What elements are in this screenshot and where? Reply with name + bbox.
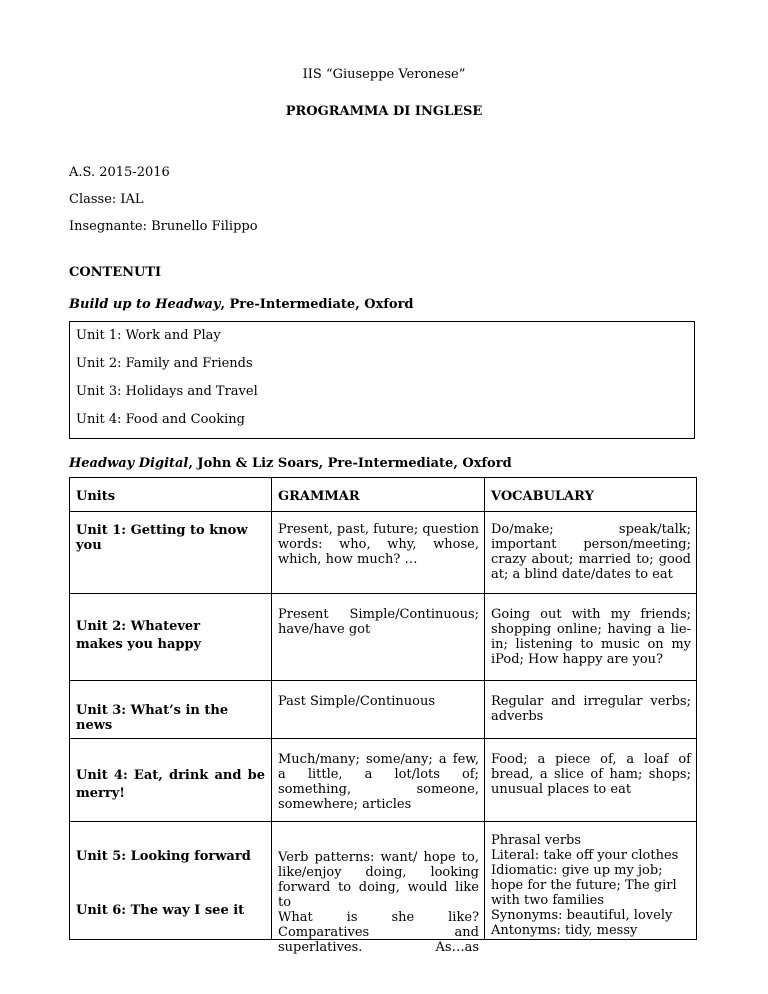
- grammar-cell: Verb patterns: want/ hope to, like/enjoy doing, looking forward to doing, would like to: [278, 850, 479, 910]
- vocabulary-cell: Going out with my friends; shopping online; having a lie-in; listening to music on my iPod; How happy are you?: [491, 607, 691, 667]
- unit-name: Unit 5: Looking forward: [76, 849, 251, 864]
- program-table: [69, 477, 697, 955]
- table-row: [70, 594, 697, 681]
- grammar-cell: Past Simple/Continuous: [278, 694, 436, 709]
- grammar-cell: Present Simple/Continuous; have/have got: [278, 607, 479, 637]
- school-name: IIS “Giuseppe Veronese”: [302, 67, 466, 82]
- school-year: A.S. 2015-2016: [69, 165, 170, 180]
- vocabulary-cell: [491, 833, 691, 908]
- unit-name: Unit 3: What’s in the news: [76, 703, 229, 733]
- class-label: Classe: IAL: [69, 192, 144, 207]
- vocabulary-cell: Regular and irregular verbs; adverbs: [491, 694, 691, 724]
- unit-name: Unit 1: Getting to know you: [76, 523, 248, 553]
- table-row: [70, 512, 697, 594]
- header-grammar: GRAMMAR: [272, 478, 485, 512]
- header-vocabulary: VOCABULARY: [485, 478, 697, 512]
- grammar-cell: Present, past, future; question words: who, why, whose, which, how much? …: [278, 522, 479, 567]
- table-header-row: [70, 478, 697, 512]
- book1-unit: Unit 2: Family and Friends: [76, 356, 253, 371]
- book2-heading: [69, 456, 512, 471]
- grammar-cell: Much/many; some/any; a few, a little, a lot/lots of; something, someone, somewhere; articles: [278, 752, 479, 812]
- vocab-line: Idiomatic: give up my job; hope for the future; The girl with two families: [491, 863, 677, 908]
- vocabulary-cell: Food; a piece of, a loaf of bread, a slice of ham; shops; unusual places to eat: [491, 752, 691, 797]
- contents-heading: CONTENUTI: [69, 265, 162, 280]
- book1-unit: Unit 3: Holidays and Travel: [76, 384, 258, 399]
- book1-details: , Pre-Intermediate, Oxford: [220, 297, 414, 312]
- header-units: Units: [70, 478, 272, 512]
- vocab-line: Antonyms: tidy, messy: [491, 923, 638, 938]
- document-title: PROGRAMMA DI INGLESE: [285, 104, 483, 119]
- unit-name: Unit 6: The way I see it: [76, 903, 245, 918]
- table-row: [70, 822, 697, 940]
- vocab-line: Synonyms: beautiful, lovely: [491, 908, 673, 923]
- book2-details: , John & Liz Soars, Pre-Intermediate, Oxford: [188, 456, 512, 471]
- grammar-cell: What is she like? Comparatives and superlatives. As…as: [278, 910, 479, 955]
- vocab-line: Phrasal verbs: [491, 833, 582, 848]
- unit-name: Unit 4: Eat, drink and be merry!: [76, 768, 265, 801]
- vocabulary-cell: [491, 908, 691, 938]
- book1-title: Build up to Headway: [69, 297, 221, 312]
- book1-heading: [69, 297, 414, 312]
- table-row: [70, 739, 697, 822]
- book2-title: Headway Digital: [69, 456, 189, 471]
- unit-name: Unit 2: Whatever makes you happy: [76, 619, 202, 652]
- vocabulary-cell: Do/make; speak/talk; important person/meeting; crazy about; married to; good at; a blind date/dates to eat: [491, 522, 691, 582]
- book1-unit: Unit 1: Work and Play: [76, 328, 221, 343]
- teacher-label: Insegnante: Brunello Filippo: [69, 219, 258, 234]
- book1-unit: Unit 4: Food and Cooking: [76, 412, 245, 427]
- table-row: [70, 681, 697, 739]
- vocab-line: Literal: take off your clothes: [491, 848, 679, 863]
- book1-units-box: [69, 321, 695, 439]
